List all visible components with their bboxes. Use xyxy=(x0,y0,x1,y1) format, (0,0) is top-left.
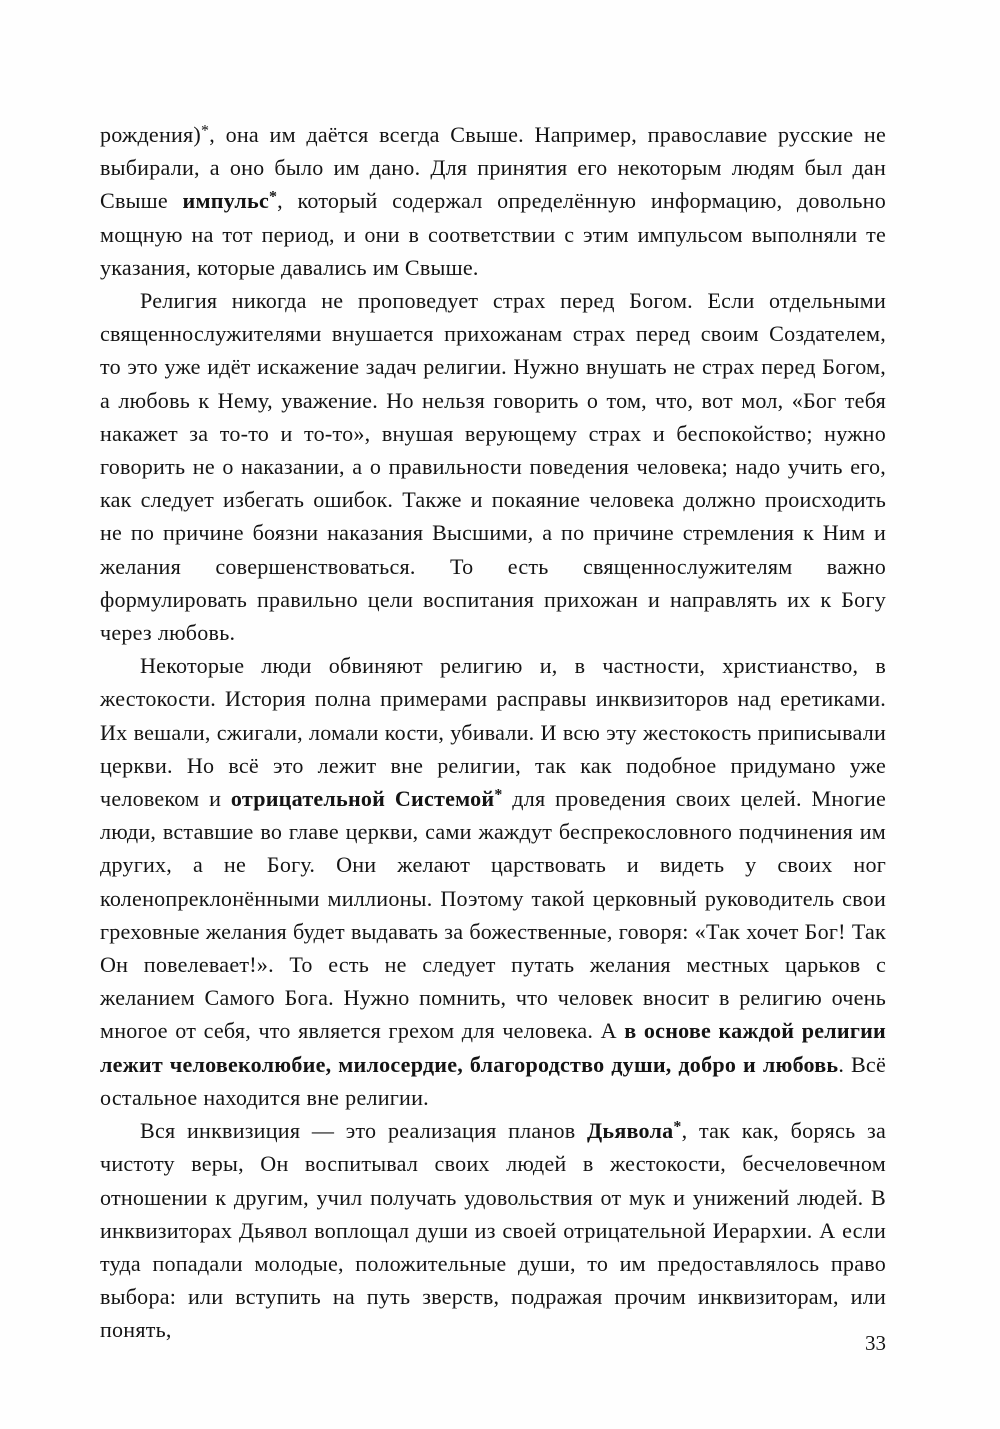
paragraph-1: рождения)*, она им даётся всегда Свыше. Например, православие русские не выбирали, а оно было им дано. Для принятия его некоторым людям был дан Свыше импульс*, который содержал определённую информацию, довольно мощную на тот период, и они в соответствии с этим импульсом выполняли те указания, которые давались им Свыше. xyxy=(100,122,886,280)
emphasis-bold: в основе каждой религии лежит человеколюбие, милосердие, благородство души, добро и любовь xyxy=(100,1018,886,1077)
page-number: 33 xyxy=(865,1331,886,1355)
paragraph-2: Религия никогда не проповедует страх перед Богом. Если отдельными священнослужителями внушается прихожанам страх перед своим Создателем, то это уже идёт искажение задач религии. Нужно внушать не страх перед Богом, а любовь к Нему, уважение. Но нельзя говорить о том, что, вот мол, «Бог тебя накажет за то-то и то-то», внушая верующему страх и беспокойство; нужно говорить не о наказании, а о правильности поведения человека; надо учить его, как следует избегать ошибок. Также и покаяние человека должно происходить не по причине боязни наказания Высшими, а по причине стремления к Ним и желания совершенствоваться. То есть священнослужителям важно формулировать правильно цели воспитания прихожан и направлять их к Богу через любовь. xyxy=(100,288,886,646)
footnote-asterisk: * xyxy=(673,1118,682,1136)
paragraph-3: Некоторые люди обвиняют религию и, в частности, христианство, в жестокости. История полна примерами расправы инквизиторов над еретиками. Их вешали, сжигали, ломали кости, убивали. И всю эту жестокость приписывали церкви. Но всё это лежит вне религии, так как подобное придумано уже человеком и отрицательной Системой* для проведения своих целей. Многие люди, вставшие во главе церкви, сами жаждут беспрекословного подчинения им других, а не Богу. Они желают царствовать и видеть у своих ног коленопреклонёнными миллионы. Поэтому такой церковный руководитель свои греховные желания будет выдавать за божественные, говоря: «Так хочет Бог! Так Он повелевает!». То есть не следует путать желания местных царьков с желанием Самого Бога. Нужно помнить, что человек вносит в религию очень многое от себя, что является грехом для человека. А в основе каждой религии лежит человеколюбие, милосердие, благородство души, добро и любовь. Всё остальное находится вне религии. xyxy=(100,653,886,1110)
emphasis-bold: отрицательной Системой xyxy=(230,786,495,812)
page-text-block xyxy=(100,118,886,1347)
emphasis-bold xyxy=(494,786,502,811)
footnote-asterisk: * xyxy=(201,122,210,140)
paragraph-4: Вся инквизиция — это реализация планов Дьявола*, так как, борясь за чистоту веры, Он воспитывал своих людей в жестокости, бесчеловечном отношении к другим, учил получать удовольствия от мук и унижений людей. В инквизиторах Дьявол воплощал души из своей отрицательной Иерархии. А если туда попадали молодые, положительные души, то им предоставлялось право выбора: или вступить на путь зверств, подражая прочим инквизиторам, или понять, xyxy=(100,1118,886,1343)
footnote-asterisk: * xyxy=(268,188,278,206)
emphasis-bold: импульс xyxy=(182,188,269,214)
footnote-asterisk: * xyxy=(494,786,503,804)
emphasis-bold xyxy=(673,1118,681,1143)
emphasis-bold xyxy=(269,188,277,213)
emphasis-bold: Дьявола xyxy=(587,1118,674,1144)
